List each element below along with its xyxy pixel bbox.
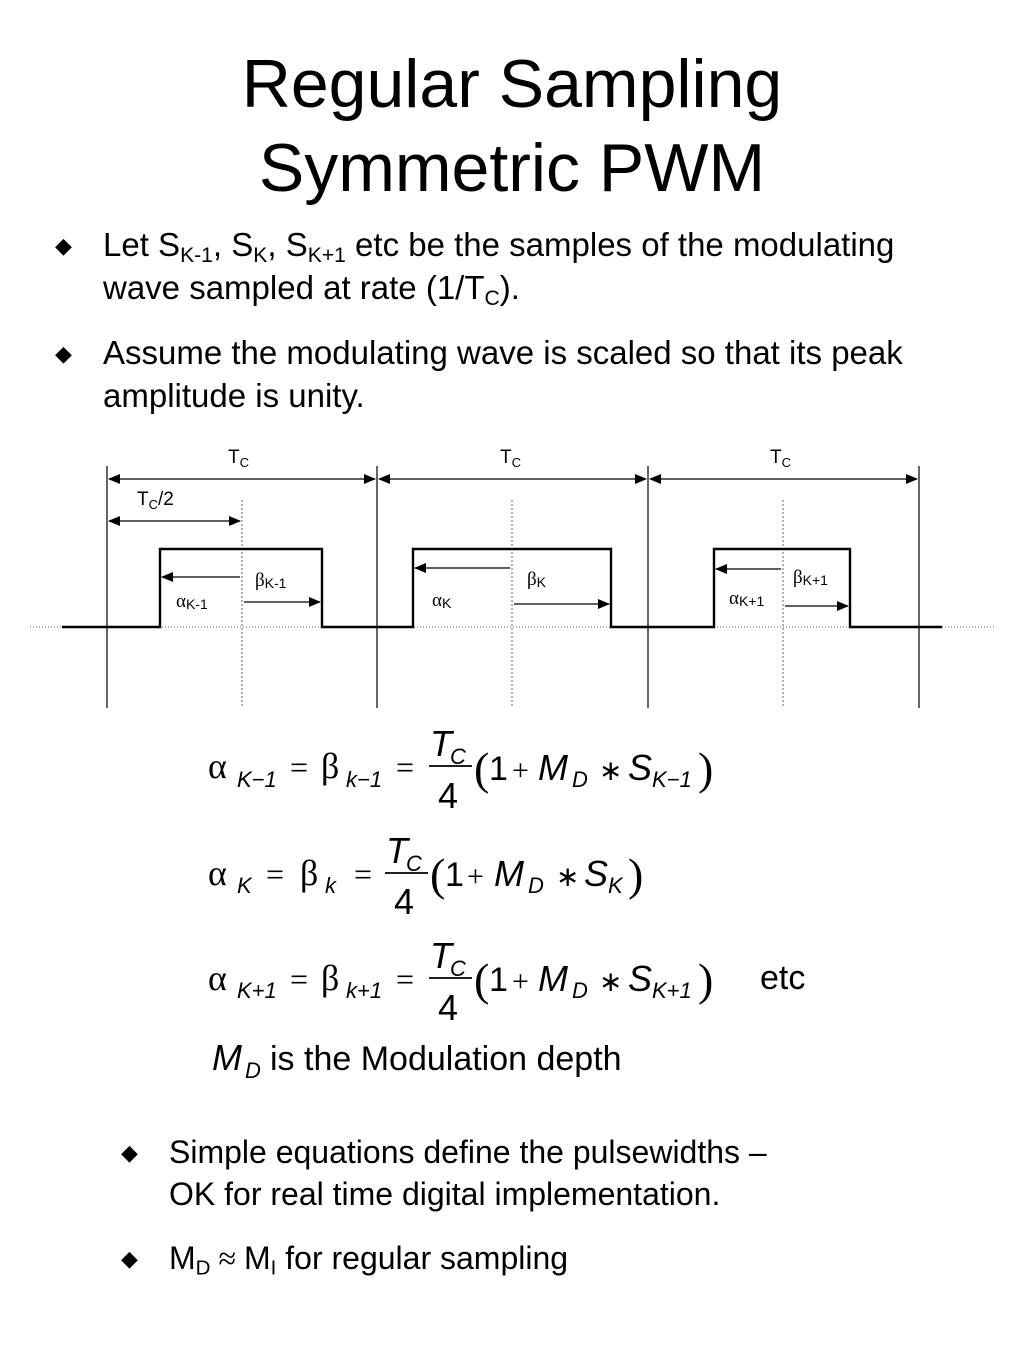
- svg-text:k−1: k−1: [346, 767, 383, 792]
- equation-k-plus-1: [208, 935, 805, 1028]
- svg-text:∗: ∗: [599, 755, 623, 786]
- bullet-scaling-line-1: Assume the modulating wave is scaled so that its peak: [103, 334, 903, 371]
- bullet-simple-equations-line-1: Simple equations define the pulsewidths –: [169, 1134, 767, 1170]
- svg-text:(: (: [474, 743, 490, 794]
- svg-text:T: T: [386, 830, 408, 871]
- svg-text:1: 1: [489, 750, 508, 788]
- svg-text:): ): [628, 849, 644, 900]
- svg-text:K+1: K+1: [237, 978, 277, 1003]
- svg-text:α: α: [208, 746, 227, 786]
- svg-text:β: β: [300, 853, 319, 893]
- equation-k: [208, 830, 643, 922]
- svg-text:D: D: [572, 978, 588, 1003]
- svg-text:+: +: [512, 754, 529, 787]
- svg-text:4: 4: [438, 987, 459, 1028]
- beta-label: βK+1: [793, 567, 828, 588]
- diamond-bullet-icon: ◆: [55, 233, 72, 258]
- alpha-label: αK-1: [176, 591, 208, 612]
- svg-text:M: M: [538, 958, 568, 999]
- svg-text:T: T: [430, 723, 452, 764]
- svg-text:M: M: [494, 853, 524, 894]
- tc-label: $T_C$: [770, 447, 791, 470]
- beta-label: βK: [527, 569, 547, 590]
- svg-text:K+1: K+1: [652, 978, 692, 1003]
- bullet-md-approx-mi: [121, 1237, 569, 1280]
- svg-text:+: +: [467, 860, 484, 893]
- svg-text:1: 1: [445, 856, 464, 894]
- svg-text:=: =: [396, 961, 415, 997]
- svg-text:C: C: [406, 851, 422, 876]
- bullet-simple-equations: [121, 1131, 767, 1215]
- tc-half-label: $T_C/2$: [137, 489, 174, 512]
- svg-text:(: (: [430, 849, 446, 900]
- svg-text:D: D: [572, 767, 588, 792]
- svg-text:(: (: [474, 954, 490, 1005]
- alpha-label: αK+1: [729, 588, 765, 609]
- svg-text:K−1: K−1: [652, 767, 692, 792]
- svg-text:∗: ∗: [556, 861, 580, 892]
- svg-text:D: D: [528, 873, 544, 898]
- md-definition: [212, 1037, 622, 1083]
- svg-text:S: S: [584, 853, 609, 894]
- diamond-bullet-icon: ◆: [121, 1246, 138, 1271]
- beta-label: βK-1: [255, 570, 287, 591]
- diamond-bullet-icon: ◆: [55, 341, 72, 366]
- svg-text:C: C: [450, 956, 466, 981]
- svg-text:S: S: [628, 958, 653, 999]
- tc-label: $T_C$: [228, 447, 249, 470]
- svg-text:=: =: [290, 749, 309, 785]
- svg-text:S: S: [628, 747, 653, 788]
- svg-text:K: K: [237, 873, 252, 898]
- svg-text:): ): [698, 954, 714, 1005]
- svg-text:is the Modulation depth: is the Modulation depth: [270, 1040, 622, 1078]
- etc-label: etc: [760, 959, 806, 997]
- svg-text:=: =: [290, 961, 309, 997]
- svg-text:D: D: [245, 1058, 261, 1083]
- svg-text:1: 1: [489, 961, 508, 999]
- title-line-2: Symmetric PWM: [258, 130, 766, 206]
- bullet-scaling-line-2: amplitude is unity.: [103, 377, 365, 414]
- svg-text:): ): [698, 743, 714, 794]
- svg-text:C: C: [450, 744, 466, 769]
- svg-text:=: =: [396, 749, 415, 785]
- svg-text:α: α: [208, 853, 227, 893]
- svg-text:4: 4: [438, 775, 459, 816]
- title-line-1: Regular Sampling: [241, 46, 783, 122]
- equation-k-minus-1: [208, 723, 713, 816]
- svg-text:=: =: [266, 856, 285, 892]
- bullet-simple-equations-line-2: OK for real time digital implementation.: [169, 1176, 721, 1212]
- alpha-label: αK: [432, 590, 452, 611]
- tc-label: $T_C$: [500, 447, 521, 470]
- svg-text:k: k: [325, 873, 336, 898]
- svg-text:=: =: [354, 856, 373, 892]
- svg-text:T: T: [430, 935, 452, 976]
- svg-text:4: 4: [394, 881, 415, 922]
- svg-text:α: α: [208, 958, 227, 998]
- svg-text:M: M: [212, 1037, 242, 1078]
- svg-text:M: M: [538, 747, 568, 788]
- svg-text:β: β: [321, 958, 340, 998]
- svg-text:β: β: [321, 746, 340, 786]
- pwm-waveform: [62, 549, 942, 627]
- svg-text:+: +: [512, 965, 529, 998]
- svg-text:K−1: K−1: [237, 767, 277, 792]
- svg-text:K: K: [608, 873, 623, 898]
- bullet-samples-line-1: Let $S_{K-1}$, $S_K$, $S_{K+1}$ etc be the samples of the modulating: [103, 226, 895, 267]
- svg-text:k+1: k+1: [346, 978, 383, 1003]
- bullet-md-approx-mi-text: $M_D \approx M_I$ for regular sampling: [169, 1240, 569, 1280]
- diamond-bullet-icon: ◆: [121, 1140, 138, 1165]
- svg-text:∗: ∗: [599, 966, 623, 997]
- bullet-samples-line-2: wave sampled at rate $(1/T_C)$.: [103, 269, 520, 310]
